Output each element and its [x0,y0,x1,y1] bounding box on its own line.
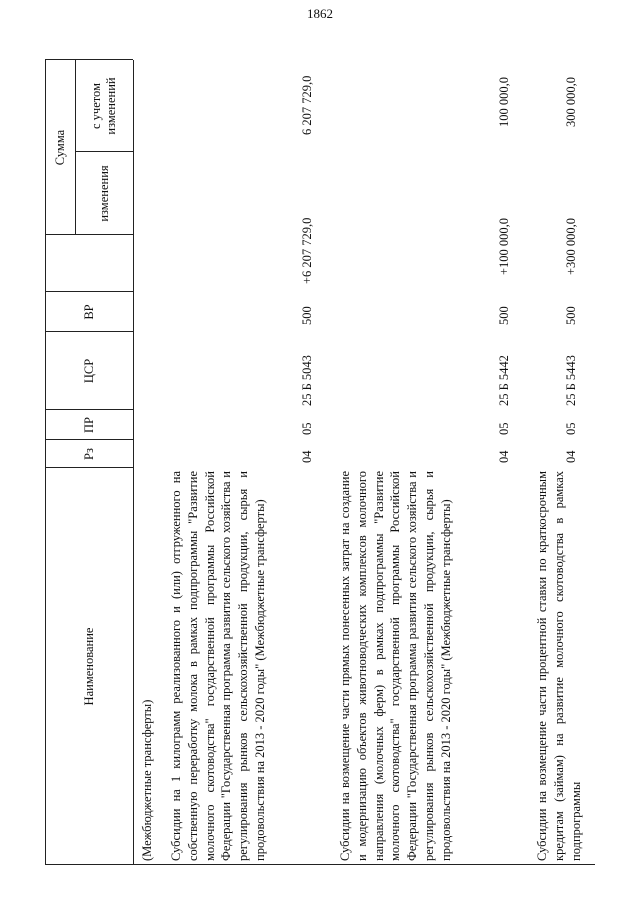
row-3-csr: 25 Б 5443 [564,355,578,406]
row-2-csr: 25 Б 5442 [497,355,511,406]
header-csr: ЦСР [81,358,96,384]
row-3-vr: 500 [564,306,578,325]
header-sum: Сумма [52,129,67,166]
row-2-name: Субсидии на возмещение части прямых понесенных затрат на создание и модернизацию объектов животноводческих комплексов молочного направления (молочных ферм) в рамках подпрограммы "Развитие молочного скотоводства" государственной программы Российской Федерации "Государственная программа развития сельского хозяйства и регулирования рынков сельскохозяйственной продукции, сырья и продовольствия на 2013 - 2020 годы" (Межбюджетные трансферты) [338,471,453,861]
budget-table [45,60,595,865]
header-rz: Рз [81,448,96,460]
top-note: (Межбюджетные трансферты) [140,699,154,861]
row-1-rz: 04 [300,450,314,463]
row-1-change: +6 207 729,0 [300,217,314,284]
header-vr: ВР [81,304,96,320]
row-1-name: Субсидии на 1 килограмм реализованного и (или) отгруженного на собственную переработку молока в рамках подпрограммы "Развитие молочного скотоводства" государственной программы Российской Федерации "Государственная программа развития сельского хозяйства и регулирования рынков сельскохозяйственной продукции, сырья и продовольствия на 2013 - 2020 годы" (Межбюджетные трансферты) [169,471,267,861]
header-bottom-border [133,60,134,865]
row-3-pr: 05 [564,422,578,435]
row-1-vr: 500 [300,306,314,325]
row-3-change: +300 000,0 [564,217,578,275]
row-2-vr: 500 [497,306,511,325]
row-2-with-change: 100 000,0 [497,77,511,127]
row-1-csr: 25 Б 5043 [300,355,314,406]
row-1-with-change: 6 207 729,0 [300,75,314,135]
row-3-name: Субсидии на возмещение части процентной ставки по краткосрочным кредитам (займам) на развитие молочного скотоводства в рамках подпрограммы [535,471,583,861]
header-with-change: с учетом изменений [89,77,118,135]
header-name: Наименование [81,627,96,706]
row-3-rz: 04 [564,450,578,463]
row-3-with-change: 300 000,0 [564,77,578,127]
row-2-rz: 04 [497,450,511,463]
row-2-change: +100 000,0 [497,217,511,275]
header-change: изменения [96,165,111,222]
row-2-pr: 05 [497,422,511,435]
page-number: 1862 [307,6,333,21]
row-1-pr: 05 [300,422,314,435]
header-pr: ПР [81,417,96,433]
